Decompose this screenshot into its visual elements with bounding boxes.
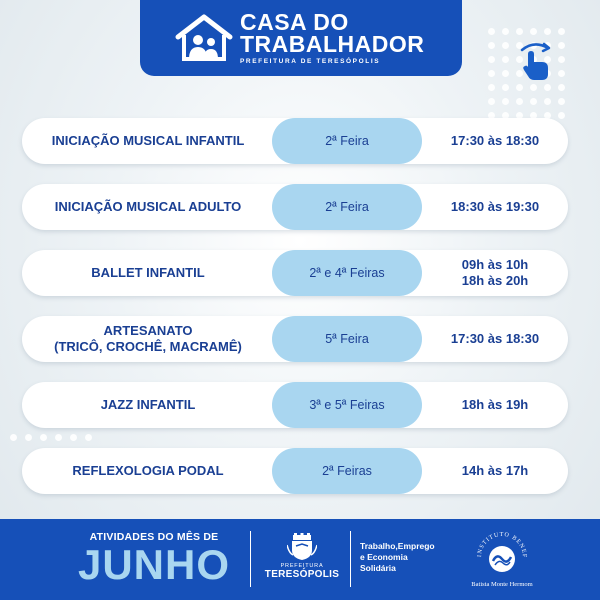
activity-time: 17:30 às 18:30 — [450, 331, 540, 346]
svg-text:INSTITUTO BENEFICENTE: INSTITUTO BENEF — [476, 531, 528, 559]
hand-pointer-icon — [516, 40, 556, 82]
activity-day: 5ª Feira — [272, 316, 422, 362]
activity-name: JAZZ INFANTIL — [100, 397, 196, 412]
activity-name: ARTESANATO (TRICÔ, CROCHÊ, MACRAMÊ) — [54, 323, 242, 354]
month-caption: ATIVIDADES DO MÊS DE — [89, 531, 219, 543]
activity-time: 17:30 às 18:30 — [450, 133, 540, 148]
activity-name: INICIAÇÃO MUSICAL INFANTIL — [51, 133, 245, 148]
activity-time: 09h às 10h 18h às 20h — [461, 257, 529, 288]
activity-time: 18:30 às 19:30 — [450, 199, 540, 214]
header-badge — [140, 0, 462, 76]
footer-divider — [350, 531, 351, 587]
schedule-row — [22, 118, 568, 164]
activity-day: 2ª Feiras — [272, 448, 422, 494]
month-name: JUNHO — [77, 541, 231, 588]
brand-subtitle: PREFEITURA DE TERESÓPOLIS — [240, 58, 381, 65]
brand-title-line1: CASA DO — [240, 9, 349, 35]
footer-divider — [250, 531, 251, 587]
activity-day: 2ª Feira — [272, 118, 422, 164]
activity-day: 2ª e 4ª Feiras — [272, 250, 422, 296]
activity-day: 2ª Feira — [272, 184, 422, 230]
brand-text — [240, 11, 424, 65]
footer-bar — [0, 519, 600, 600]
brand-title-line2: TRABALHADOR — [240, 31, 425, 57]
instituto-emblem-icon — [473, 529, 531, 579]
schedule-row — [22, 448, 568, 494]
prefeitura-logo — [262, 533, 342, 580]
crest-icon — [287, 533, 317, 561]
schedule-row — [22, 316, 568, 362]
activity-day: 3ª e 5ª Feiras — [272, 382, 422, 428]
activity-name: BALLET INFANTIL — [91, 265, 205, 280]
instituto-logo — [462, 529, 542, 588]
city-label: TERESÓPOLIS — [264, 569, 340, 580]
secretaria-label: Trabalho,Emprego e Economia Solidária — [360, 541, 435, 573]
activity-name: INICIAÇÃO MUSICAL ADULTO — [54, 199, 242, 214]
prefeitura-label: PREFEITURA — [280, 563, 324, 569]
schedule-row — [22, 250, 568, 296]
activity-time: 18h às 19h — [461, 397, 529, 412]
activity-name: REFLEXOLOGIA PODAL — [72, 463, 224, 478]
schedule-row — [22, 382, 568, 428]
month-block — [64, 531, 244, 587]
schedule-list — [22, 118, 568, 514]
schedule-row — [22, 184, 568, 230]
instituto-name: Batista Monte Hermom — [471, 581, 533, 588]
house-with-people-icon — [174, 13, 234, 63]
activity-time: 14h às 17h — [461, 463, 529, 478]
